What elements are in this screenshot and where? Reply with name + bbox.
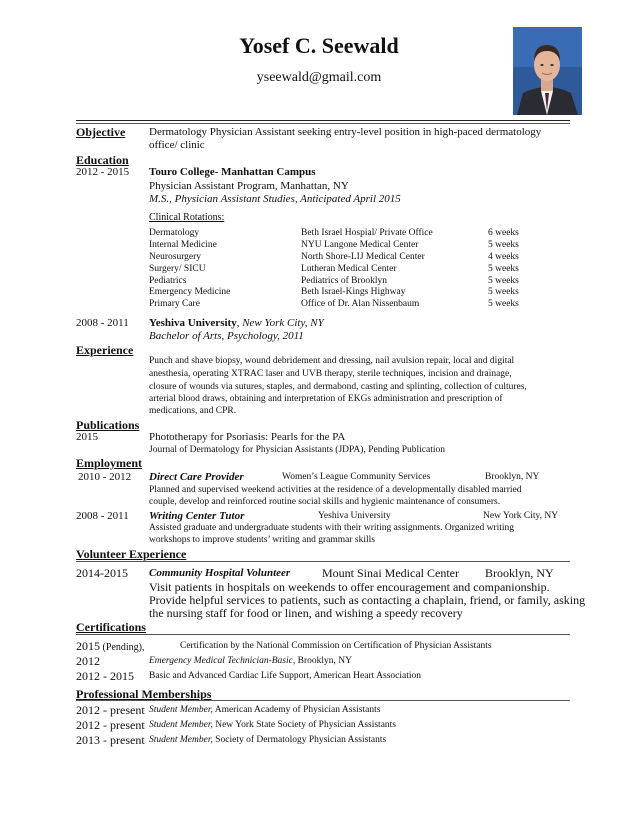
rotation-site: NYU Langone Medical Center (301, 240, 419, 250)
rotation-site: North Shore-LIJ Medical Center (301, 252, 425, 262)
memberships-heading: Professional Memberships (76, 687, 212, 701)
header-divider (76, 120, 570, 121)
publication-journal: Journal of Dermatology for Physician Assistants (JDPA), Pending Publication (149, 445, 445, 455)
job-title: Direct Care Provider (149, 471, 244, 483)
objective-text-line2: office/ clinic (149, 139, 205, 151)
touro-degree: M.S., Physician Assistant Studies, Anticipated April 2015 (149, 193, 401, 205)
rotation-duration: 5 weeks (488, 299, 519, 309)
rotation-duration: 5 weeks (488, 240, 519, 250)
rotation-duration: 5 weeks (488, 276, 519, 286)
certification-text: Certification by the National Commission on Certification of Physician Assistants (180, 641, 492, 651)
touro-school: Touro College- Manhattan Campus (149, 166, 316, 178)
touro-dates: 2012 - 2015 (76, 166, 130, 178)
job-dates: 2008 - 2011 (76, 510, 129, 522)
yeshiva-degree: Bachelor of Arts, Psychology, 2011 (149, 330, 304, 342)
certifications-heading: Certifications (76, 620, 146, 634)
applicant-name: Yosef C. Seewald (239, 33, 399, 58)
rotation-specialty: Emergency Medicine (149, 287, 231, 297)
rotation-specialty: Primary Care (149, 299, 200, 309)
job-organization: Yeshiva University (318, 511, 391, 521)
email-address: yseewald@gmail.com (256, 70, 382, 85)
rotation-site: Pediatrics of Brooklyn (301, 276, 388, 286)
membership-entry: Student Member, New York State Society of Physician Assistants (149, 720, 396, 730)
certification-status: (Pending), (100, 642, 145, 653)
volunteer-heading: Volunteer Experience (76, 547, 187, 561)
rotation-duration: 4 weeks (488, 252, 519, 262)
experience-line: Punch and shave biopsy, wound debridement and dressing, nail avulsion repair, local and digital (149, 356, 515, 366)
objective-heading: Objective (76, 125, 126, 139)
yeshiva-dates: 2008 - 2011 (76, 317, 129, 329)
publication-title: Phototherapy for Psoriasis: Pearls for the PA (149, 431, 346, 443)
certification-year: 2012 - 2015 (76, 669, 134, 683)
experience-line: arterial blood draws, obtaining and interpretation of EKGs administration and prescription of (149, 394, 503, 404)
volunteer-title: Community Hospital Volunteer (149, 567, 291, 579)
job-title: Writing Center Tutor (149, 510, 245, 522)
membership-dates: 2012 - present (76, 703, 145, 717)
membership-dates: 2012 - present (76, 718, 145, 732)
job-location: New York City, NY (483, 511, 559, 521)
job-description-line: Assisted graduate and undergraduate students with their writing assignments. Organized writing (149, 523, 515, 533)
objective-text-line1: Dermatology Physician Assistant seeking entry-level position in high-paced dermatology (149, 126, 542, 138)
rotation-site: Beth Israel Hospial/ Private Office (301, 228, 433, 238)
job-location: Brooklyn, NY (485, 472, 540, 482)
job-dates: 2010 - 2012 (78, 471, 132, 483)
yeshiva-entry (149, 317, 324, 329)
rotation-site: Lutheran Medical Center (301, 264, 397, 274)
job-organization: Women’s League Community Services (282, 472, 431, 482)
experience-line: anesthesia, operating XTRAC laser and UVB therapy, sterile techniques, incision and drainage, (149, 369, 512, 379)
experience-heading: Experience (76, 343, 134, 357)
rotation-specialty: Pediatrics (149, 276, 187, 286)
rotation-site: Beth Israel-Kings Highway (301, 287, 406, 297)
rotation-duration: 6 weeks (488, 228, 519, 238)
rotation-specialty: Internal Medicine (149, 240, 217, 250)
rotation-site: Office of Dr. Alan Nissenbaum (301, 299, 420, 309)
publications-heading: Publications (76, 418, 140, 432)
experience-line: medications, and CPR. (149, 406, 237, 416)
rotation-specialty: Surgery/ SICU (149, 264, 206, 274)
rotation-specialty: Dermatology (149, 228, 200, 238)
yeshiva-school: Yeshiva University (149, 317, 237, 329)
certification-text: Emergency Medical Technician-Basic, Brooklyn, NY (149, 656, 352, 666)
rotation-duration: 5 weeks (488, 287, 519, 297)
employment-heading: Employment (76, 456, 142, 470)
yeshiva-location: , New York City, NY (236, 317, 324, 329)
job-description-line: workshops to improve students’ writing and grammar skills (149, 535, 375, 545)
volunteer-organization: Mount Sinai Medical Center (322, 566, 459, 580)
volunteer-line: Visit patients in hospitals on weekends to offer encouragement and companionship. (149, 580, 550, 594)
education-heading: Education (76, 153, 129, 167)
rotation-specialty: Neurosurgery (149, 252, 202, 262)
volunteer-line: the nursing staff for food or linen, and wishing a speedy recovery (149, 606, 463, 620)
volunteer-location: Brooklyn, NY (485, 566, 554, 580)
rotations-label: Clinical Rotations: (149, 212, 225, 223)
job-description-line: couple, develop and reinforced routine social skills and hygienic maintenance of consumers. (149, 497, 501, 507)
volunteer-divider (76, 561, 570, 562)
certifications-divider (76, 634, 570, 635)
certification-text: Basic and Advanced Cardiac Life Support, American Heart Association (149, 671, 421, 681)
volunteer-line: Provide helpful services to patients, such as contacting a chaplain, friend, or family, asking (149, 593, 586, 607)
touro-program: Physician Assistant Program, Manhattan, NY (149, 180, 349, 192)
certification-year: 2012 (76, 654, 100, 668)
membership-entry: Student Member, Society of Dermatology Physician Assistants (149, 735, 387, 745)
membership-entry: Student Member, American Academy of Physician Assistants (149, 705, 381, 715)
job-description-line: Planned and supervised weekend activities at the residence of a developmentally disabled married (149, 485, 522, 495)
certification-year: 2015 (Pending), (76, 639, 145, 653)
memberships-divider (76, 700, 570, 701)
profile-photo (513, 27, 582, 115)
volunteer-dates: 2014-2015 (76, 566, 128, 580)
experience-line: closure of wounds via sutures, staples, and dermabond, casting and splinting, collection of cultures, (149, 382, 527, 392)
header-divider-thin (76, 123, 570, 124)
publication-year: 2015 (76, 431, 98, 443)
membership-dates: 2013 - present (76, 733, 145, 747)
rotation-duration: 5 weeks (488, 264, 519, 274)
